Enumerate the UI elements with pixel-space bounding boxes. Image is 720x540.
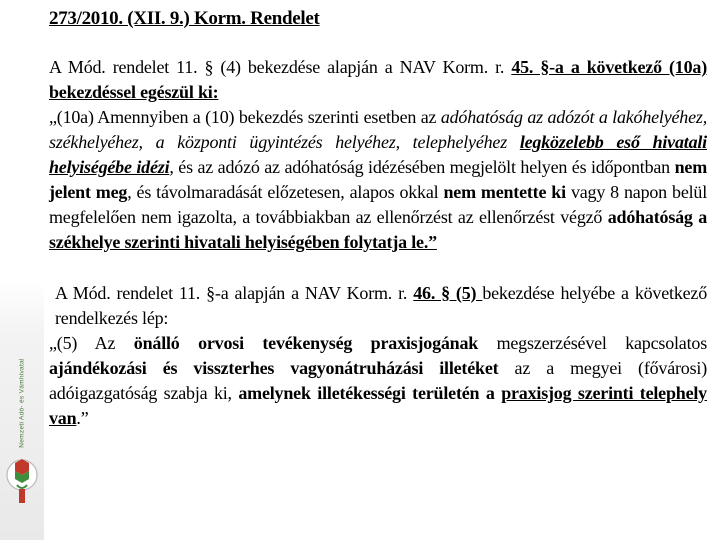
intro-paragraph-46: A Mód. rendelet 11. §-a alapján a NAV Korm. r. 46. § (5) bekezdése helyébe a következő rendelkezés lép:	[55, 283, 707, 328]
amendment-section-46	[49, 281, 707, 431]
nav-logo-icon	[3, 455, 41, 509]
quoted-paragraph-10a: „(10a) Amennyiben a (10) bekezdés szerinti esetben az adóhatóság az adózót a lakóhelyéhez, székhelyéhez, a központi ügyintézés helyéhez, telephelyéhez legközelebb eső hivatali helyiségébe idézi, és az adózó az adóhatóság idézésében megjelölt helyen és időpontban nem jelent meg, és távolmaradását előzetesen, alapos okkal nem mentette ki vagy 8 napon belül megfelelően nem igazolta, a továbbiakban az ellenőrzést az ellenőrzést végző adóhatóság a székhelye szerinti hivatali helyiségében folytatja le.”	[49, 107, 708, 252]
intro-paragraph-45: A Mód. rendelet 11. § (4) bekezdése alapján a NAV Korm. r. 45. §-a a következő (10a) bekezdéssel egészül ki:	[49, 57, 707, 102]
page-title: 273/2010. (XII. 9.) Korm. Rendelet	[49, 8, 320, 29]
logo-text: Nemzeti Adó- és Vámhivatal	[18, 358, 26, 448]
quoted-paragraph-5: „(5) Az önálló orvosi tevékenység praxisjogának megszerzésével kapcsolatos ajándékozási és visszterhes vagyonátruházási illetéket az a megyei (fővárosi) adóigazgatóság szabja ki, amelynek illetékességi területén a praxisjog szerinti telephely van.”	[49, 333, 708, 428]
document-content	[49, 5, 707, 431]
amendment-section-45	[49, 55, 707, 255]
sidebar-decoration	[0, 0, 44, 540]
